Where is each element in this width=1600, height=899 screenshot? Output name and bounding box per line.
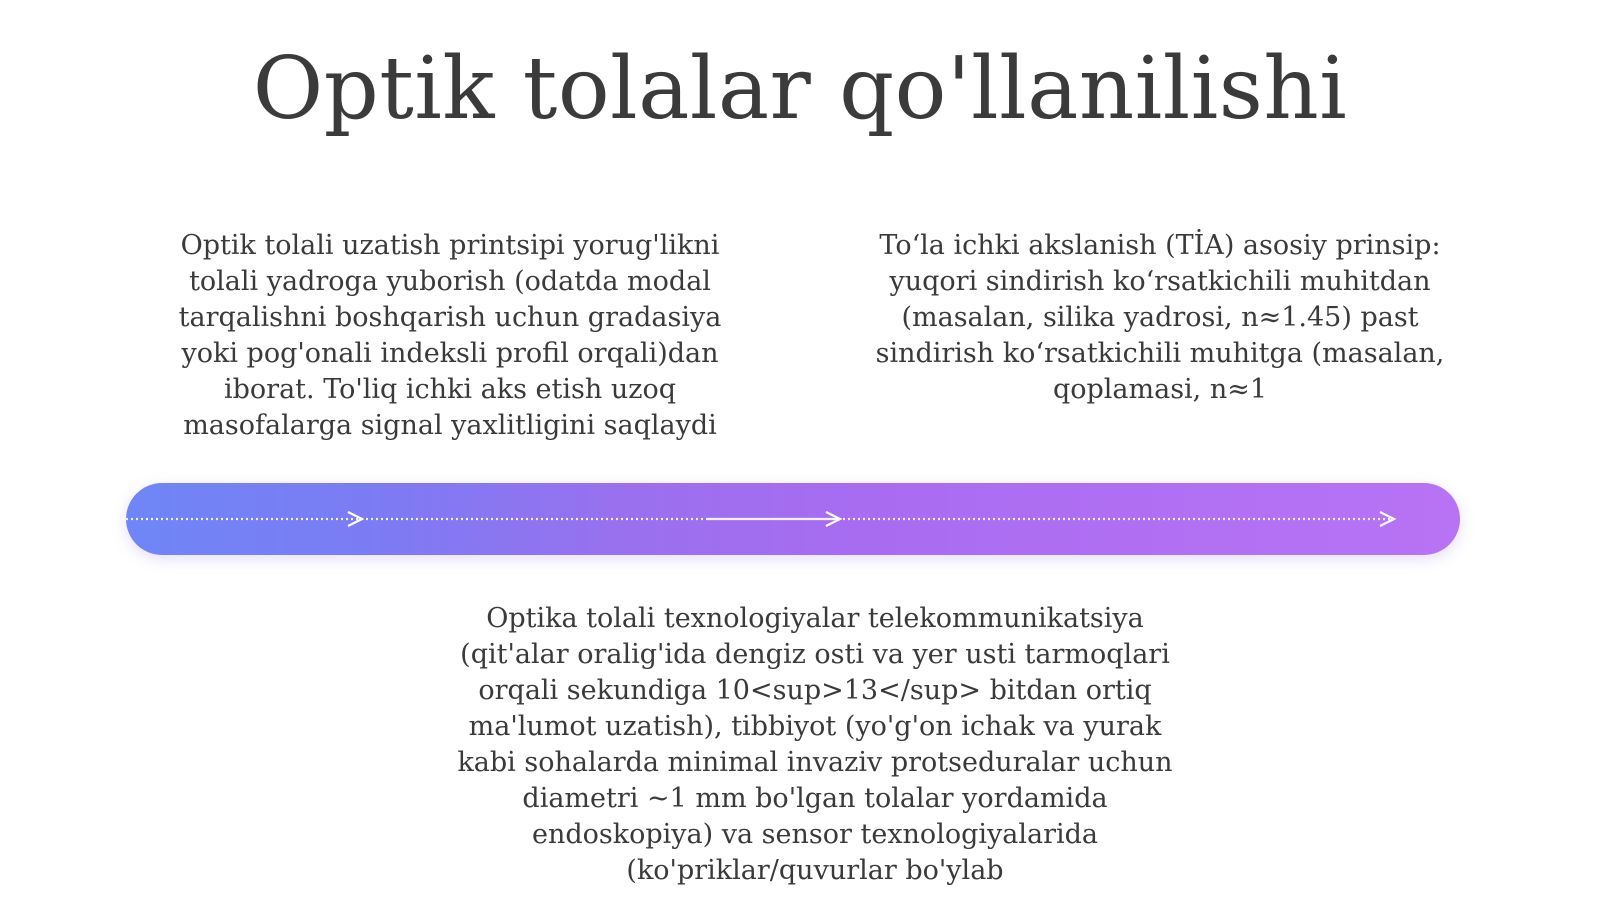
light-path-graphic: [126, 483, 1460, 555]
fiber-principle-paragraph: Optik tolali uzatish printsipi yorug'likni tolali yadroga yuborish (odatda modal tarqalishni boshqarish uchun gradasiya yoki pog'onali indeksli profil orqali)dan iborat. To'liq ichki aks etish uzoq masofalarga signal yaxlitligini saqlaydi: [178, 230, 722, 441]
light-arrow-icon: [1380, 512, 1394, 526]
optical-fiber-bar: [126, 483, 1460, 555]
page-title: Optik tolalar qo'llanilishi: [252, 39, 1348, 139]
total-internal-reflection-paragraph: To‘la ichki akslanish (TİA) asosiy prinsip: yuqori sindirish ko‘rsatkichili muhitdan (masalan, silika yadrosi, n≈1.45) past sindirish ko‘rsatkichili muhitga (masalan, qoplamasi, n≈1: [875, 230, 1445, 405]
light-arrow-icon: [348, 512, 362, 526]
applications-paragraph: Optika tolali texnologiyalar telekommunikatsiya (qit'alar oralig'ida dengiz osti va yer usti tarmoqlari orqali sekundiga 10<sup>13</sup> bitdan ortiq ma'lumot uzatish), tibbiyot (yo'g'on ichak va yurak kabi sohalarda minimal invaziv protseduralar uchun diametri ~1 mm bo'lgan tolalar yordamida endoskopiya) va sensor texnologiyalarida (ko'priklar/quvurlar bo'ylab: [457, 603, 1173, 886]
